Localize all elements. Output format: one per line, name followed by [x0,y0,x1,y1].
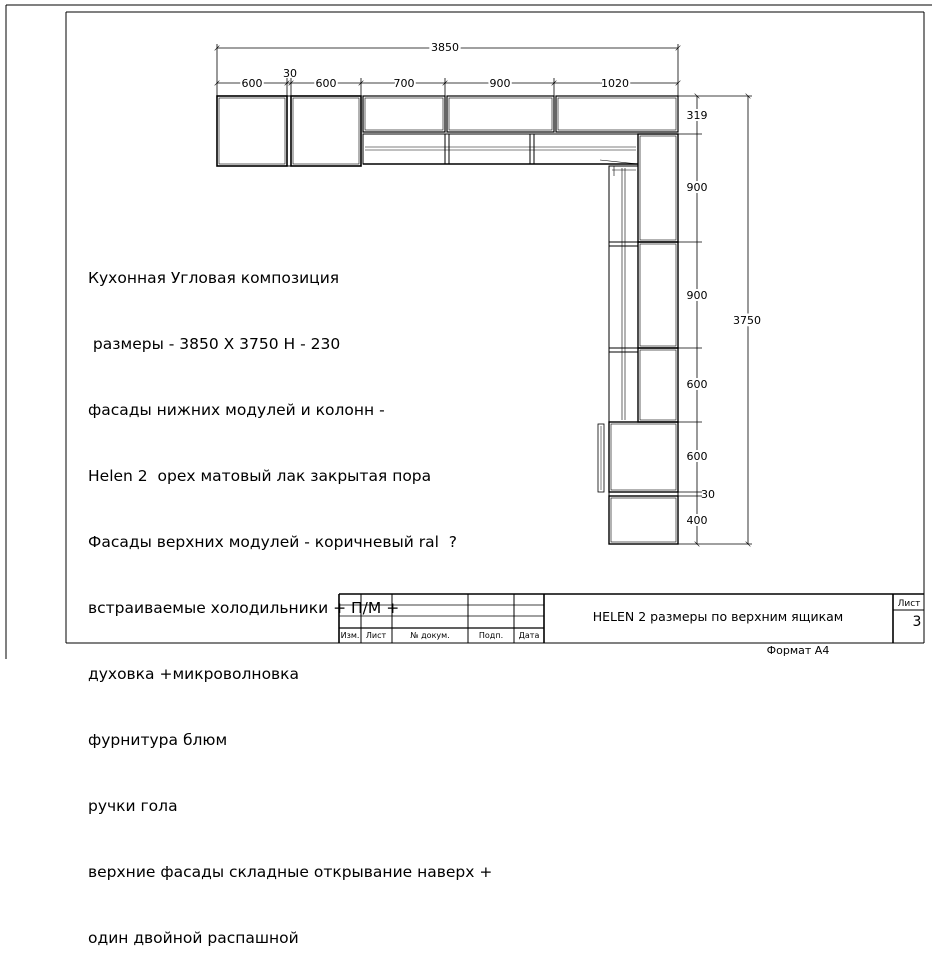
dim-right-segment-1: 319 [686,109,708,122]
right-dimension-labels [687,109,762,527]
note-line: встраиваемые холодильники + П/М + [88,599,400,617]
dim-right-segment-6: 30 [701,488,715,501]
note-line: фурнитура блюм [88,731,228,749]
dim-segment-1: 600 [241,77,263,90]
note-line: один двойной распашной [88,929,299,947]
note-line: Фасады верхних модулей - коричневый ral ? [88,533,457,551]
sheet-number: 3 [912,614,922,630]
col-header-list: Лист [365,631,387,640]
note-line: фасады нижних модулей и колонн - [88,401,385,419]
col-header-date: Дата [518,631,540,640]
col-header-sign: Подп. [478,631,504,640]
dim-right-segment-7: 400 [686,514,708,527]
dim-segment-5: 1020 [601,77,629,90]
kitchen-plan-top-run [217,96,678,166]
sheet-label: Лист [897,599,921,609]
kitchen-plan-right-run [598,134,678,544]
paper-format: Формат А4 [766,644,830,657]
dim-gap-width: 30 [283,67,297,80]
note-line: духовка +микроволновка [88,665,300,683]
note-line: верхние фасады складные открывание наверх + [88,863,493,881]
note-line: размеры - 3850 X 3750 H - 230 [88,335,341,353]
dim-right-segment-4: 600 [686,378,708,391]
dim-segment-3: 700 [393,77,415,90]
drawing-title: HELEN 2 размеры по верхним ящикам [592,609,844,624]
col-header-izm: Изм. [340,631,360,640]
dim-segment-2: 600 [315,77,337,90]
col-header-doc: № докум. [410,631,450,640]
dim-overall-width: 3850 [431,41,459,54]
dim-overall-depth: 3750 [733,314,761,327]
note-line: Кухонная Угловая композиция [88,269,340,287]
note-line: Helen 2 орех матовый лак закрытая пора [88,467,432,485]
dim-right-segment-5: 600 [686,450,708,463]
dim-segment-4: 900 [489,77,511,90]
dim-right-segment-3: 900 [686,289,708,302]
dim-right-segment-2: 900 [686,181,708,194]
specification-notes [88,223,492,971]
note-line: ручки гола [88,797,178,815]
